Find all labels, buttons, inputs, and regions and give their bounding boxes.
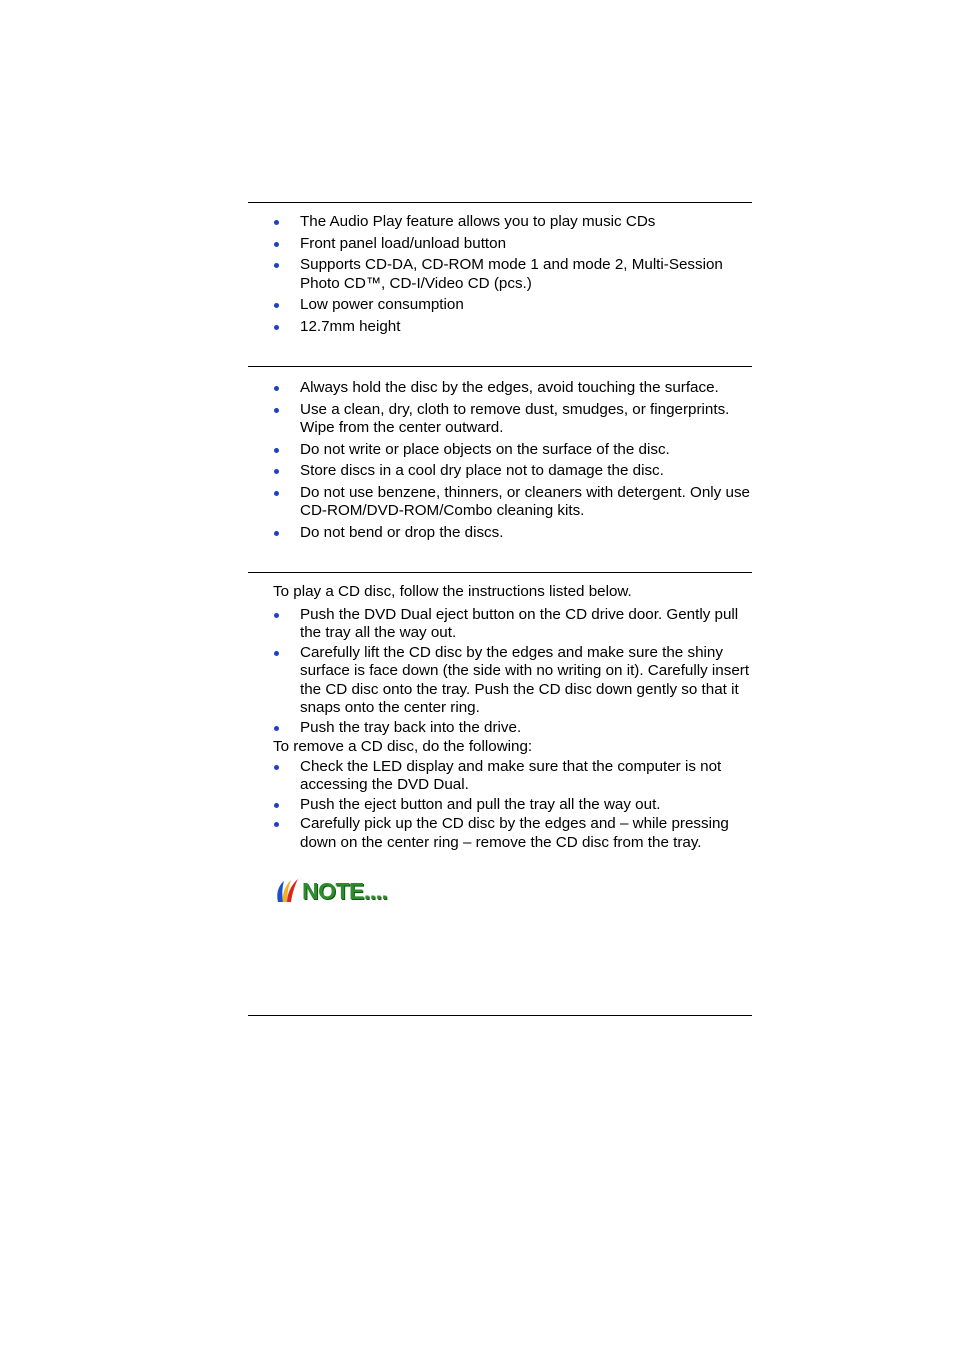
list-item: Check the LED display and make sure that the computer is not accessing the DVD Dual. — [273, 758, 763, 795]
play-steps-list — [273, 606, 763, 738]
note-logo — [274, 877, 387, 905]
play-section — [273, 583, 763, 852]
list-item: Push the tray back into the drive. — [273, 719, 763, 738]
list-item: Use a clean, dry, cloth to remove dust, smudges, or fingerprints. Wipe from the center outward. — [273, 401, 763, 438]
section-divider-top — [248, 202, 752, 203]
features-list — [273, 213, 763, 336]
care-section — [273, 379, 763, 542]
features-section — [273, 213, 763, 336]
care-list — [273, 379, 763, 542]
section-divider-care — [248, 366, 752, 367]
list-item: Push the eject button and pull the tray all the way out. — [273, 796, 763, 815]
section-divider-play — [248, 572, 752, 573]
list-item: Supports CD-DA, CD-ROM mode 1 and mode 2, Multi-Session Photo CD™, CD-I/Video CD (pcs.) — [273, 256, 763, 293]
list-item: Carefully pick up the CD disc by the edges and – while pressing down on the center ring – remove the CD disc from the tray. — [273, 815, 763, 852]
note-label: NOTE.... — [302, 877, 388, 904]
remove-intro: To remove a CD disc, do the following: — [273, 738, 533, 755]
list-item: Front panel load/unload button — [273, 235, 763, 254]
note-pen-icon — [274, 877, 300, 905]
list-item: Carefully lift the CD disc by the edges and make sure the shiny surface is face down (the side with no writing on it). Carefully insert the CD disc onto the tray. Push the CD disc down gently so that it snaps onto the center ring. — [273, 644, 763, 718]
list-item: Do not bend or drop the discs. — [273, 524, 763, 543]
list-item: Store discs in a cool dry place not to damage the disc. — [273, 462, 763, 481]
list-item: 12.7mm height — [273, 318, 763, 337]
list-item: Do not use benzene, thinners, or cleaners with detergent. Only use CD-ROM/DVD-ROM/Combo cleaning kits. — [273, 484, 763, 521]
play-intro: To play a CD disc, follow the instructions listed below. — [273, 583, 632, 600]
list-item: The Audio Play feature allows you to play music CDs — [273, 213, 763, 232]
list-item: Always hold the disc by the edges, avoid touching the surface. — [273, 379, 763, 398]
section-divider-bottom — [248, 1015, 752, 1016]
list-item: Do not write or place objects on the surface of the disc. — [273, 441, 763, 460]
list-item: Push the DVD Dual eject button on the CD drive door. Gently pull the tray all the way out. — [273, 606, 763, 643]
list-item: Low power consumption — [273, 296, 763, 315]
remove-steps-list — [273, 758, 763, 853]
